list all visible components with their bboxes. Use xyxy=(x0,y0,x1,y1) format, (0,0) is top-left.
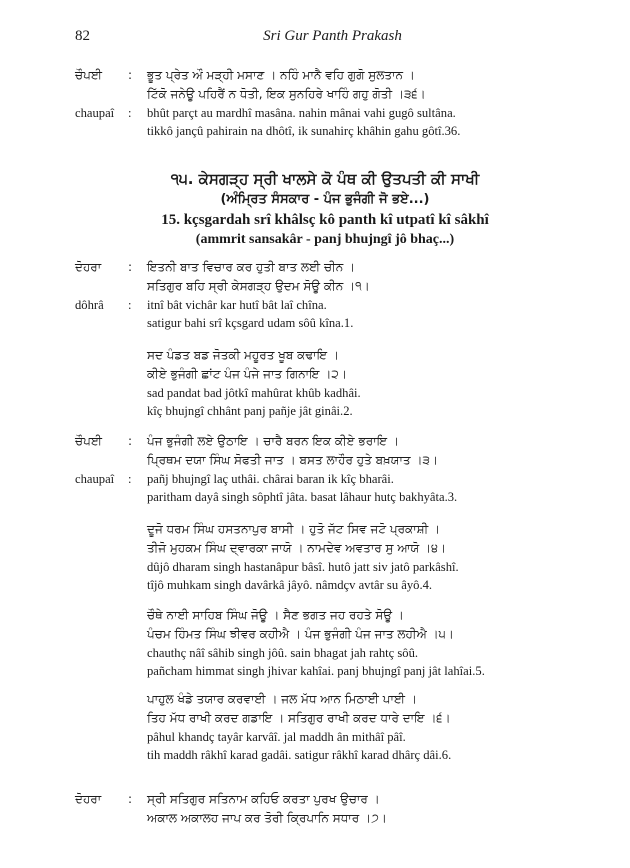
meter-label: ਦੋਹਰਾ xyxy=(75,260,102,274)
roman-line: tih maddh râkhî karad gadâi. satigur râkhî karad dhârç dâi.6. xyxy=(147,748,452,762)
roman-line: kîç bhujngî chhânt panj pañje jât ginâi.2. xyxy=(147,404,353,418)
gurmukhi-line: ਕੀਏ ਭੁਜੰਗੀ ਛਾਂਟ ਪੰਜ ਪੰਜੇ ਜਾਤ ਗਿਨਾਇ ।੨। xyxy=(147,367,347,381)
page-header xyxy=(75,28,550,48)
gurmukhi-line: ਦੂਜੋ ਧਰਮ ਸਿੰਘ ਹਸਤਨਾਪੁਰ ਬਾਸੀ । ਹੁਤੋ ਜੱਟ ਸਿਵ ਜਟੋ ਪ੍ਰਕਾਸ਼ੀ । xyxy=(147,522,441,536)
gurmukhi-line: ਇਤਨੀ ਬਾਤ ਵਿਚਾਰ ਕਰ ਹੁਤੀ ਬਾਤ ਲਈ ਚੀਨ । xyxy=(147,260,356,274)
gurmukhi-line: ਅਕਾਲ ਅਕਾਲਹ ਜਾਪ ਕਰ ਤੋਰੀ ਕ੍ਰਿਪਾਨਿ ਸਧਾਰ ।੭। xyxy=(147,811,387,825)
chapter-title-roman: 15. kçsgardah srî khâlsç kô panth kî utpatî kî sâkhî xyxy=(161,212,489,228)
roman-line: tikkô jançû pahirain na dhôtî, ik sunahirç khâhin gahu gôtî.36. xyxy=(147,124,461,138)
verse-block-7: ਦੋਹਰਾ : ਸ੍ਰੀ ਸਤਿਗੁਰ ਸਤਿਨਾਮ ਕਹਿਓ ਕਰਤਾ ਪੁਰਖ ਉਚਾਰ । ਅਕਾਲ ਅਕਾਲਹ ਜਾਪ ਕਰ ਤੋਰੀ ਕ੍ਰਿਪਾਨਿ ਸਧਾਰ ।੭। xyxy=(75,790,575,828)
gurmukhi-line: ਪੰਜ ਭੁਜੰਗੀ ਲਏ ਉਠਾਇ । ਚਾਰੈ ਬਰਨ ਇਕ ਕੀਏ ਭਰਾਇ । xyxy=(147,434,399,448)
chapter-title-gurmukhi: ੧੫. ਕੇਸਗੜ੍ਹ ਸ੍ਰੀ ਖਾਲਸੇ ਕੋ ਪੰਥ ਕੀ ਉਤਪਤੀ ਕੀ ਸਾਖੀ xyxy=(170,170,480,188)
chapter-subtitle-gurmukhi: (ਅੰਮ੍ਰਿਤ ਸੰਸਕਾਰ - ਪੰਜ ਭੁਜੰਗੀ ਜੋ ਭਏ...) xyxy=(220,192,430,207)
gurmukhi-line: ਤੀਜੋ ਮੁਹਕਮ ਸਿੰਘ ਦ੍ਵਾਰਕਾ ਜਾਯੋ । ਨਾਮਦੇਵ ਅਵਤਾਰ ਸੁ ਆਯੋ ।੪। xyxy=(147,541,447,555)
meter-label-roman: chaupaî xyxy=(75,472,115,486)
roman-line: pañcham himmat singh jhivar kahîai. panj bhujngî panj jât lahîai.5. xyxy=(147,664,485,678)
gurmukhi-line: ਪ੍ਰਿਥਮ ਦਯਾ ਸਿੰਘ ਸੋਫਤੀ ਜਾਤ । ਬਸਤ ਲਾਹੌਰ ਹੁਤੇ ਬਖ਼ਯਾਤ ।੩। xyxy=(147,453,439,467)
gurmukhi-line: ਸ੍ਰੀ ਸਤਿਗੁਰ ਸਤਿਨਾਮ ਕਹਿਓ ਕਰਤਾ ਪੁਰਖ ਉਚਾਰ । xyxy=(147,792,380,806)
roman-line: dûjô dharam singh hastanâpur bâsî. hutô jatt siv jatô parkâshî. xyxy=(147,560,459,574)
roman-line: bhût parçt au mardhî masâna. nahin mânai vahi gugô sultâna. xyxy=(147,106,456,120)
gurmukhi-line: ਪੰਚਮ ਹਿੰਮਤ ਸਿੰਘ ਝੀਵਰ ਕਹੀਐ । ਪੰਜ ਭੁਜੰਗੀ ਪੰਜ ਜਾਤ ਲਹੀਐ ।੫। xyxy=(147,627,454,641)
gurmukhi-line: ਭੂਤ ਪ੍ਰੇਤ ਔ ਮੜ੍ਹੀ ਮਸਾਣ । ਨਹਿੰ ਮਾਨੈ ਵਹਿ ਗੁਗੋ ਸੁਲਤਾਨ । xyxy=(147,68,415,82)
gurmukhi-line: ਟਿੱਕੋ ਜਨੇਊ ਪਹਿਰੈਂ ਨ ਧੋਤੀ, ਇਕ ਸੁਨਹਿਰੇ ਖਾਹਿੰ ਗਹੁ ਗੋਤੀ ।੩੬। xyxy=(147,87,426,101)
roman-line: paritham dayâ singh sôphtî jâta. basat lâhaur hutç bakhyâta.3. xyxy=(147,490,458,504)
gurmukhi-line: ਪਾਹੁਲ ਖੰਡੇ ਤਯਾਰ ਕਰਵਾਈ । ਜਲ ਮੱਧ ਆਨ ਮਿਠਾਈ ਪਾਈ । xyxy=(147,692,417,706)
verse-block-6 xyxy=(75,690,575,764)
verse-block-36: ਚੌਪਈ : ਭੂਤ ਪ੍ਰੇਤ ਔ ਮੜ੍ਹੀ ਮਸਾਣ । ਨਹਿੰ ਮਾਨੈ ਵਹਿ ਗੁਗੋ ਸੁਲਤਾਨ । ਟਿੱਕੋ ਜਨੇਊ ਪਹਿਰੈਂ ਨ ਧੋਤੀ, ਇਕ ਸੁਨਹਿਰੇ ਖਾਹਿੰ ਗਹੁ ਗੋਤੀ ।੩੬। chaupaî : bhût parçt au mardhî masâna. nahin mânai vahi gugô sultâna. tikkô jançû pahirain na dhôtî, ik sunahirç khâhin gahu gôtî.36. xyxy=(75,66,575,140)
page-number: 82 xyxy=(75,28,90,44)
meter-label: ਚੌਪਈ xyxy=(75,434,102,448)
chapter-subtitle-roman: (ammrit sansakâr - panj bhujngî jô bhaç...) xyxy=(195,232,455,247)
running-title: Sri Gur Panth Prakash xyxy=(263,28,402,44)
roman-line: tîjô muhkam singh davârkâ jâyô. nâmdçv avtâr su âyô.4. xyxy=(147,578,433,592)
verse-block-2 xyxy=(75,346,575,420)
verse-block-5 xyxy=(75,606,575,680)
gurmukhi-line: ਸਤਿਗੁਰ ਬਹਿ ਸ੍ਰੀ ਕੇਸਗੜ੍ਹ ਉਦਮ ਸੋਊ ਕੀਨ ।੧। xyxy=(147,279,370,293)
meter-label: ਦੋਹਰਾ xyxy=(75,792,102,806)
gurmukhi-line: ਤਿਹ ਮੱਧ ਰਾਖੀ ਕਰਦ ਗਡਾਇ । ਸਤਿਗੁਰ ਰਾਖੀ ਕਰਦ ਧਾਰੇ ਦਾਇ ।੬। xyxy=(147,711,451,725)
roman-line: satigur bahi srî kçsgard udam sôû kîna.1. xyxy=(147,316,354,330)
roman-line: itnî bât vichâr kar hutî bât laî chîna. xyxy=(147,298,327,312)
roman-line: sad pandat bad jôtkî mahûrat khûb kadhâi. xyxy=(147,386,361,400)
gurmukhi-line: ਸਦ ਪੰਡਤ ਬਡ ਜੋਤਕੀ ਮਹੂਰਤ ਖੂਬ ਕਢਾਇ । xyxy=(147,348,339,362)
chapter-heading xyxy=(75,168,575,250)
meter-label-roman: dôhrâ xyxy=(75,298,104,312)
roman-line: chauthç nâî sâhib singh jôû. sain bhagat jah rahtç sôû. xyxy=(147,646,419,660)
roman-line: pâhul khandç tayâr karvâî. jal maddh ân mithâî pâî. xyxy=(147,730,406,744)
verse-block-4 xyxy=(75,520,575,594)
meter-label: ਚੌਪਈ xyxy=(75,68,102,82)
verse-block-3: ਚੌਪਈ : ਪੰਜ ਭੁਜੰਗੀ ਲਏ ਉਠਾਇ । ਚਾਰੈ ਬਰਨ ਇਕ ਕੀਏ ਭਰਾਇ । ਪ੍ਰਿਥਮ ਦਯਾ ਸਿੰਘ ਸੋਫਤੀ ਜਾਤ । ਬਸਤ ਲਾਹੌਰ ਹੁਤੇ ਬਖ਼ਯਾਤ ।੩। chaupaî : pañj bhujngî laç uthâi. chârai baran ik kîç bharâi. paritham dayâ singh sôphtî jâta. basat lâhaur hutç bakhyâta.3. xyxy=(75,432,575,506)
gurmukhi-line: ਚੌਥੇ ਨਾਈ ਸਾਹਿਬ ਸਿੰਘ ਜੋਊ । ਸੈਣ ਭਗਤ ਜਹ ਰਹਤੇ ਸੋਊ । xyxy=(147,608,404,622)
verse-block-1: ਦੋਹਰਾ : ਇਤਨੀ ਬਾਤ ਵਿਚਾਰ ਕਰ ਹੁਤੀ ਬਾਤ ਲਈ ਚੀਨ । ਸਤਿਗੁਰ ਬਹਿ ਸ੍ਰੀ ਕੇਸਗੜ੍ਹ ਉਦਮ ਸੋਊ ਕੀਨ ।੧। dôhrâ : itnî bât vichâr kar hutî bât laî chîna. satigur bahi srî kçsgard udam sôû kîna.1. xyxy=(75,258,575,332)
roman-line: pañj bhujngî laç uthâi. chârai baran ik kîç bharâi. xyxy=(147,472,394,486)
meter-label-roman: chaupaî xyxy=(75,106,115,120)
